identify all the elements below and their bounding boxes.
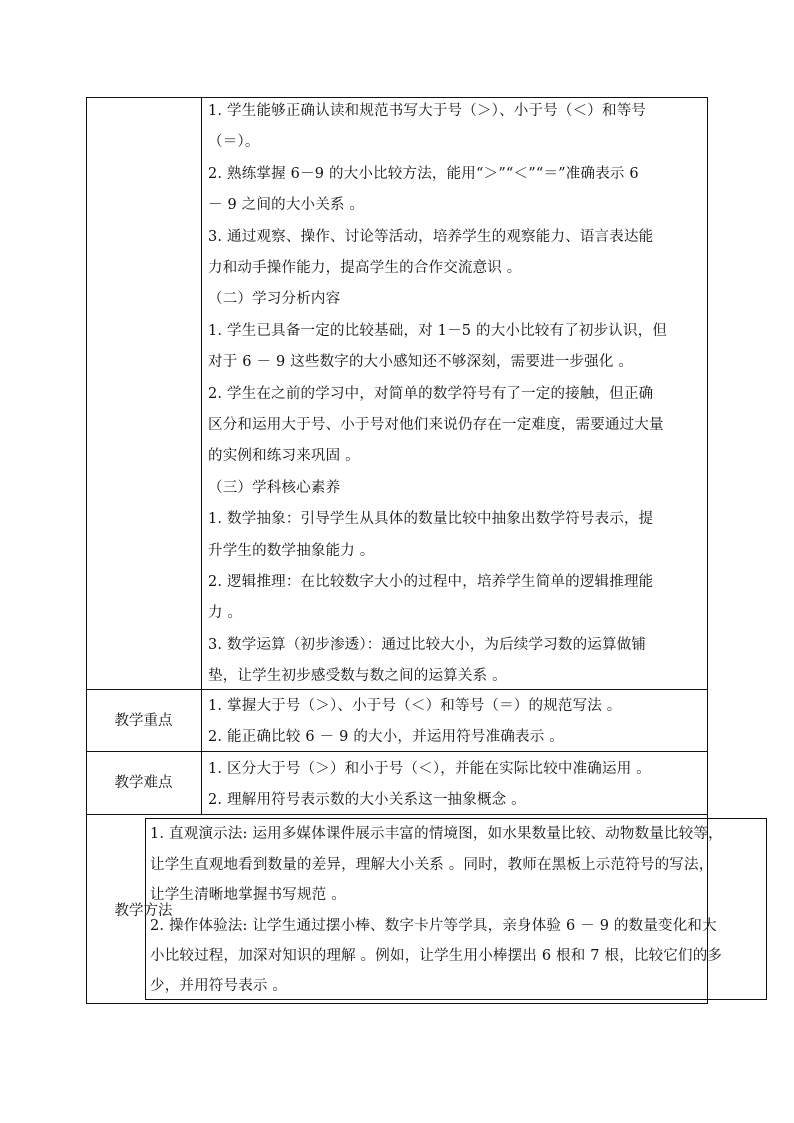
literacy-line: 1. 数学抽象：引导学生从具体的数量比较中抽象出数学符号表示，提	[208, 511, 654, 527]
method-line: 小比较过程，加深对知识的理解 。例如，让学生用小棒摆出 6 根和 7 根，比较它们的多	[150, 948, 723, 964]
methods-label: 教学方法	[114, 903, 173, 919]
analysis-line: 的实例和练习来巩固 。	[208, 448, 360, 464]
method-line: 1. 直观演示法: 运用多媒体课件展示丰富的情境图，如水果数量比较、动物数量比较等，	[150, 826, 723, 842]
row-divider	[86, 814, 708, 815]
objective-line: － 9 之间的大小关系 。	[208, 197, 365, 213]
row-divider	[86, 689, 708, 690]
literacy-line: 力 。	[208, 605, 243, 621]
section-heading: （三）学科核心素养	[208, 480, 341, 496]
method-line: 少，并用符号表示 。	[150, 978, 288, 994]
key-point-line: 2. 能正确比较 6 － 9 的大小，并运用符号准确表示 。	[208, 729, 564, 745]
objective-line: 3. 通过观察、操作、讨论等活动，培养学生的观察能力、语言表达能	[208, 229, 654, 245]
method-line: 让学生清晰地掌握书写规范 。	[150, 887, 346, 903]
difficulties-label: 教学难点	[114, 775, 173, 791]
analysis-line: 对于 6 － 9 这些数字的大小感知还不够深刻，需要进一步强化 。	[208, 354, 634, 370]
objective-line: 力和动手操作能力，提高学生的合作交流意识 。	[208, 260, 522, 276]
objective-line: 1. 学生能够正确认读和规范书写大于号（＞）、小于号（＜）和等号	[208, 103, 647, 119]
difficulty-line: 2. 理解用符号表示数的大小关系这一抽象概念 。	[208, 792, 526, 808]
method-line: 2. 操作体验法: 让学生通过摆小棒、数字卡片等学具，亲身体验 6 － 9 的数量变化和大	[150, 918, 717, 934]
section-heading: （二）学习分析内容	[208, 291, 341, 307]
method-line: 让学生直观地看到数量的差异，理解大小关系 。同时，教师在黑板上示范符号的写法，	[150, 857, 714, 873]
key-points-label: 教学重点	[114, 713, 173, 729]
column-divider	[201, 97, 202, 814]
row-divider	[86, 751, 708, 752]
difficulty-line: 1. 区分大于号（＞）和小于号（＜），并能在实际比较中准确运用 。	[208, 761, 651, 777]
key-point-line: 1. 掌握大于号（＞）、小于号（＜）和等号（＝）的规范写法 。	[208, 698, 622, 714]
objective-line: （＝）。	[208, 134, 260, 150]
analysis-line: 2. 学生在之前的学习中，对简单的数学符号有了一定的接触，但正确	[208, 386, 654, 402]
literacy-line: 2. 逻辑推理：在比较数字大小的过程中，培养学生简单的逻辑推理能	[208, 574, 654, 590]
literacy-line: 垫，让学生初步感受数与数之间的运算关系 。	[208, 668, 507, 684]
literacy-line: 升学生的数学抽象能力 。	[208, 543, 375, 559]
objective-line: 2. 熟练掌握 6－9 的大小比较方法，能用“＞”“＜”“＝”准确表示 6	[208, 166, 639, 182]
literacy-line: 3. 数学运算（初步渗透）：通过比较大小，为后续学习数的运算做铺	[208, 637, 647, 653]
analysis-line: 区分和运用大于号、小于号对他们来说仍存在一定难度，需要通过大量	[208, 417, 664, 433]
analysis-line: 1. 学生已具备一定的比较基础，对 1－5 的大小比较有了初步认识，但	[208, 323, 668, 339]
methods-text-box	[145, 818, 767, 1000]
